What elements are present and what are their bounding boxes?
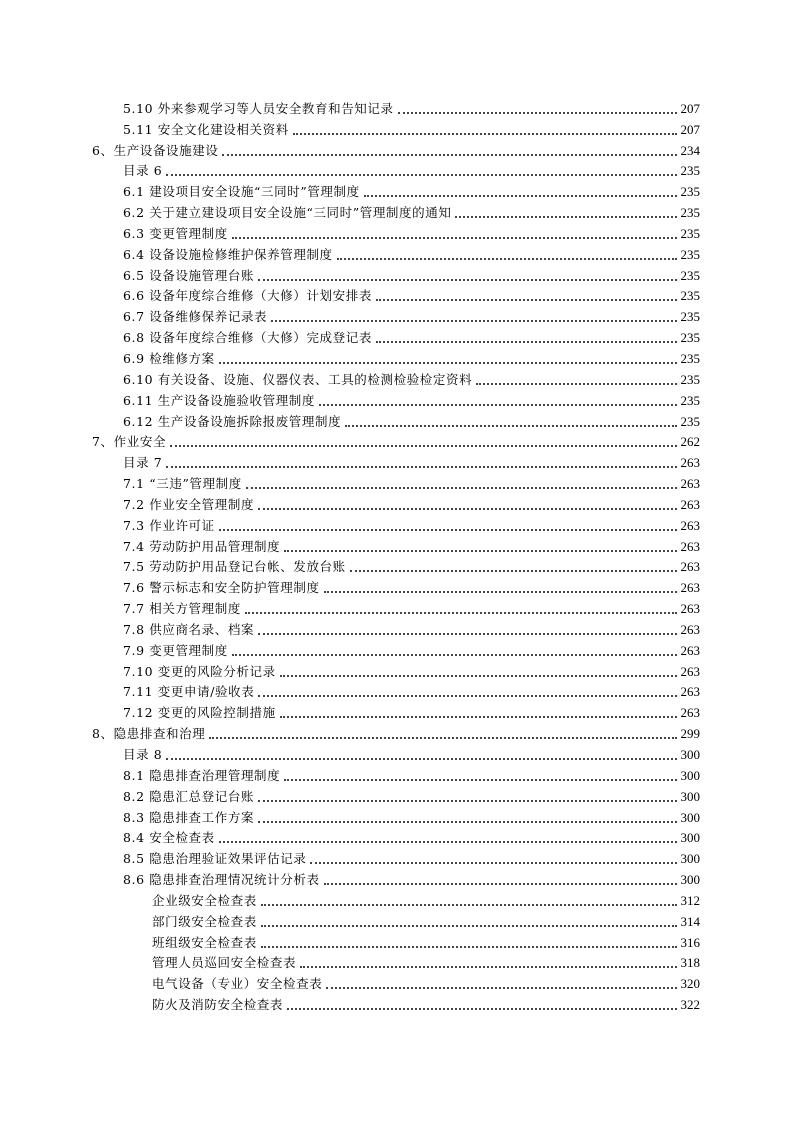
toc-entry-title: 6.5 设备设施管理台账 (123, 267, 255, 283)
toc-entry-title: 7.4 劳动防护用品管理制度 (123, 538, 281, 554)
toc-entry-title: 7.9 变更管理制度 (123, 642, 228, 658)
toc-entry[interactable] (0, 346, 793, 367)
dot-leader (280, 716, 677, 718)
table-of-contents (0, 96, 793, 1013)
toc-entry-page-number: 300 (680, 872, 700, 888)
toc-entry[interactable] (0, 200, 793, 221)
toc-entry-title: 7.2 作业安全管理制度 (123, 496, 255, 512)
dot-leader (245, 612, 677, 614)
toc-entry[interactable] (0, 138, 793, 159)
toc-entry-page-number: 235 (680, 163, 700, 179)
toc-entry-page-number: 318 (680, 955, 700, 971)
toc-entry-page-number: 300 (680, 767, 700, 783)
toc-entry-title: 班组级安全检查表 (152, 934, 257, 950)
toc-entry-page-number: 300 (680, 809, 700, 825)
toc-entry[interactable] (0, 96, 793, 117)
toc-entry-page-number: 263 (680, 621, 700, 637)
toc-entry-title: 5.10 外来参观学习等人员安全教育和告知记录 (123, 100, 394, 116)
toc-entry[interactable] (0, 409, 793, 430)
toc-entry[interactable] (0, 846, 793, 867)
toc-entry-page-number: 234 (680, 142, 700, 158)
toc-entry-page-number: 235 (680, 413, 700, 429)
toc-entry[interactable] (0, 951, 793, 972)
toc-entry-title: 6、生产设备设施建设 (92, 142, 219, 158)
toc-entry[interactable] (0, 555, 793, 576)
toc-entry[interactable] (0, 325, 793, 346)
toc-entry[interactable] (0, 534, 793, 555)
dot-leader (258, 633, 676, 635)
dot-leader (398, 112, 677, 114)
dot-leader (219, 841, 677, 843)
toc-entry-page-number: 263 (680, 476, 700, 492)
dot-leader (258, 508, 676, 510)
toc-entry[interactable] (0, 117, 793, 138)
dot-leader (280, 675, 677, 677)
toc-entry-title: 7.5 劳动防护用品登记台帐、发放台账 (123, 559, 346, 575)
toc-entry-page-number: 207 (680, 121, 700, 137)
toc-entry-page-number: 263 (680, 705, 700, 721)
toc-entry[interactable] (0, 430, 793, 451)
toc-entry-page-number: 235 (680, 288, 700, 304)
toc-entry-page-number: 320 (680, 976, 700, 992)
toc-entry-title: 6.8 设备年度综合维修（大修）完成登记表 (123, 330, 372, 346)
toc-entry-page-number: 300 (680, 747, 700, 762)
toc-entry[interactable] (0, 909, 793, 930)
toc-entry-title: 6.6 设备年度综合维修（大修）计划安排表 (123, 288, 372, 304)
toc-entry[interactable] (0, 221, 793, 242)
toc-entry[interactable] (0, 179, 793, 200)
toc-entry-title: 8.1 隐患排查治理管理制度 (123, 767, 281, 783)
toc-entry-page-number: 299 (680, 726, 700, 742)
dot-leader (345, 425, 676, 427)
toc-entry[interactable] (0, 596, 793, 617)
toc-entry[interactable] (0, 284, 793, 305)
toc-entry[interactable] (0, 367, 793, 388)
toc-entry[interactable] (0, 826, 793, 847)
toc-entry[interactable] (0, 471, 793, 492)
dot-leader (232, 237, 677, 239)
toc-entry-page-number: 263 (680, 684, 700, 700)
toc-entry-page-number: 263 (680, 601, 700, 617)
toc-entry[interactable] (0, 638, 793, 659)
dot-leader (324, 883, 677, 885)
dot-leader (376, 341, 677, 343)
toc-entry-page-number: 314 (680, 913, 700, 929)
toc-entry-title: 6.10 有关设备、设施、仪器仪表、工具的检测检验检定资料 (123, 371, 473, 387)
dot-leader (271, 320, 676, 322)
dot-leader (284, 779, 676, 781)
toc-entry[interactable] (0, 659, 793, 680)
dot-leader (350, 570, 677, 572)
toc-entry[interactable] (0, 763, 793, 784)
toc-entry[interactable] (0, 867, 793, 888)
dot-leader (310, 862, 676, 864)
toc-entry-title: 7.6 警示标志和安全防护管理制度 (123, 580, 320, 596)
toc-entry-page-number: 263 (680, 496, 700, 512)
toc-entry-page-number: 235 (680, 205, 700, 221)
toc-entry-title: 6.9 检维修方案 (123, 350, 215, 366)
toc-entry-title: 6.7 设备维修保养记录表 (123, 309, 268, 325)
dot-leader (319, 404, 676, 406)
toc-entry[interactable] (0, 992, 793, 1013)
toc-entry-page-number: 235 (680, 392, 700, 408)
toc-entry-title: 5.11 安全文化建设相关资料 (123, 121, 289, 137)
toc-entry[interactable] (0, 721, 793, 742)
toc-entry-title: 8.2 隐患汇总登记台账 (123, 788, 255, 804)
toc-entry[interactable] (0, 492, 793, 513)
toc-entry-page-number: 263 (680, 642, 700, 658)
toc-entry[interactable] (0, 263, 793, 284)
toc-entry[interactable] (0, 700, 793, 721)
toc-entry-title: 8.5 隐患治理验证效果评估记录 (123, 851, 307, 867)
toc-entry-title: 7、作业安全 (92, 434, 167, 450)
toc-entry-page-number: 300 (680, 788, 700, 804)
toc-entry-page-number: 235 (680, 371, 700, 387)
toc-entry-page-number: 263 (680, 580, 700, 596)
toc-entry-page-number: 235 (680, 267, 700, 283)
toc-entry-page-number: 312 (680, 892, 700, 908)
toc-entry[interactable] (0, 450, 793, 471)
toc-entry-page-number: 263 (680, 517, 700, 533)
toc-entry-title: 7.1 “三违”管理制度 (123, 476, 242, 492)
toc-entry-title: 7.3 作业许可证 (123, 517, 215, 533)
toc-entry-page-number: 235 (680, 225, 700, 241)
dot-leader (166, 758, 676, 760)
toc-entry-page-number: 262 (680, 434, 700, 450)
dot-leader (261, 946, 677, 948)
toc-entry[interactable] (0, 617, 793, 638)
toc-entry-page-number: 263 (680, 538, 700, 554)
dot-leader (222, 154, 676, 156)
toc-entry-title: 管理人员巡回安全检查表 (152, 955, 297, 971)
toc-entry-title: 7.11 变更申请/验收表 (123, 684, 255, 700)
toc-entry-title: 目录 7 (123, 455, 163, 471)
dot-leader (337, 258, 677, 260)
toc-entry-page-number: 235 (680, 184, 700, 200)
toc-entry[interactable] (0, 930, 793, 951)
toc-entry-title: 8.6 隐患排查治理情况统计分析表 (123, 872, 320, 888)
toc-entry-title: 8.4 安全检查表 (123, 830, 215, 846)
toc-entry-page-number: 300 (680, 830, 700, 846)
toc-entry-title: 7.8 供应商名录、档案 (123, 621, 255, 637)
toc-entry-title: 7.12 变更的风险控制措施 (123, 705, 276, 721)
toc-entry-title: 6.1 建设项目安全设施“三同时”管理制度 (123, 184, 360, 200)
dot-leader (284, 550, 676, 552)
dot-leader (258, 821, 676, 823)
dot-leader (219, 362, 677, 364)
dot-leader (261, 925, 677, 927)
toc-entry[interactable] (0, 242, 793, 263)
toc-entry-title: 6.3 变更管理制度 (123, 225, 228, 241)
toc-entry[interactable] (0, 742, 793, 763)
toc-entry[interactable] (0, 304, 793, 325)
toc-entry[interactable] (0, 805, 793, 826)
toc-entry[interactable] (0, 575, 793, 596)
toc-entry-page-number: 235 (680, 350, 700, 366)
toc-entry-title: 防火及消防安全检查表 (152, 997, 284, 1013)
dot-leader (258, 800, 676, 802)
toc-entry[interactable] (0, 513, 793, 534)
toc-entry-page-number: 207 (680, 100, 700, 116)
dot-leader (476, 383, 676, 385)
dot-leader (246, 487, 677, 489)
dot-leader (219, 529, 677, 531)
dot-leader (287, 1008, 676, 1010)
toc-entry-title: 7.10 变更的风险分析记录 (123, 663, 276, 679)
toc-entry-title: 目录 8 (123, 747, 163, 762)
dot-leader (170, 445, 676, 447)
toc-entry-title: 7.7 相关方管理制度 (123, 601, 241, 617)
toc-entry-title: 目录 6 (123, 163, 163, 179)
toc-entry[interactable] (0, 388, 793, 409)
toc-entry[interactable] (0, 971, 793, 992)
dot-leader (166, 174, 676, 176)
toc-entry-title: 6.11 生产设备设施验收管理制度 (123, 392, 316, 408)
toc-entry-page-number: 263 (680, 455, 700, 471)
toc-entry[interactable] (0, 784, 793, 805)
dot-leader (166, 466, 676, 468)
dot-leader (232, 654, 677, 656)
dot-leader (261, 904, 677, 906)
dot-leader (455, 216, 676, 218)
dot-leader (300, 966, 676, 968)
dot-leader (258, 279, 676, 281)
dot-leader (364, 195, 677, 197)
dot-leader (376, 299, 677, 301)
toc-entry-page-number: 235 (680, 246, 700, 262)
toc-entry-title: 6.2 关于建立建设项目安全设施“三同时”管理制度的通知 (123, 205, 452, 221)
toc-entry[interactable] (0, 159, 793, 180)
toc-entry-page-number: 322 (680, 997, 700, 1013)
toc-entry-page-number: 263 (680, 559, 700, 575)
toc-entry-title: 企业级安全检查表 (152, 892, 257, 908)
toc-entry-page-number: 300 (680, 851, 700, 867)
dot-leader (324, 591, 677, 593)
toc-entry-page-number: 316 (680, 934, 700, 950)
toc-entry-title: 6.4 设备设施检修维护保养管理制度 (123, 246, 333, 262)
toc-entry-title: 6.12 生产设备设施拆除报废管理制度 (123, 413, 342, 429)
toc-entry[interactable] (0, 888, 793, 909)
toc-entry-page-number: 263 (680, 663, 700, 679)
dot-leader (293, 133, 677, 135)
toc-entry-title: 部门级安全检查表 (152, 913, 257, 929)
toc-entry-page-number: 235 (680, 309, 700, 325)
dot-leader (258, 695, 676, 697)
toc-entry-page-number: 235 (680, 330, 700, 346)
toc-entry-title: 8.3 隐患排查工作方案 (123, 809, 255, 825)
dot-leader (326, 987, 676, 989)
toc-entry[interactable] (0, 680, 793, 701)
toc-entry-title: 8、隐患排查和治理 (92, 726, 206, 742)
toc-entry-title: 电气设备（专业）安全检查表 (152, 976, 323, 992)
dot-leader (209, 737, 676, 739)
